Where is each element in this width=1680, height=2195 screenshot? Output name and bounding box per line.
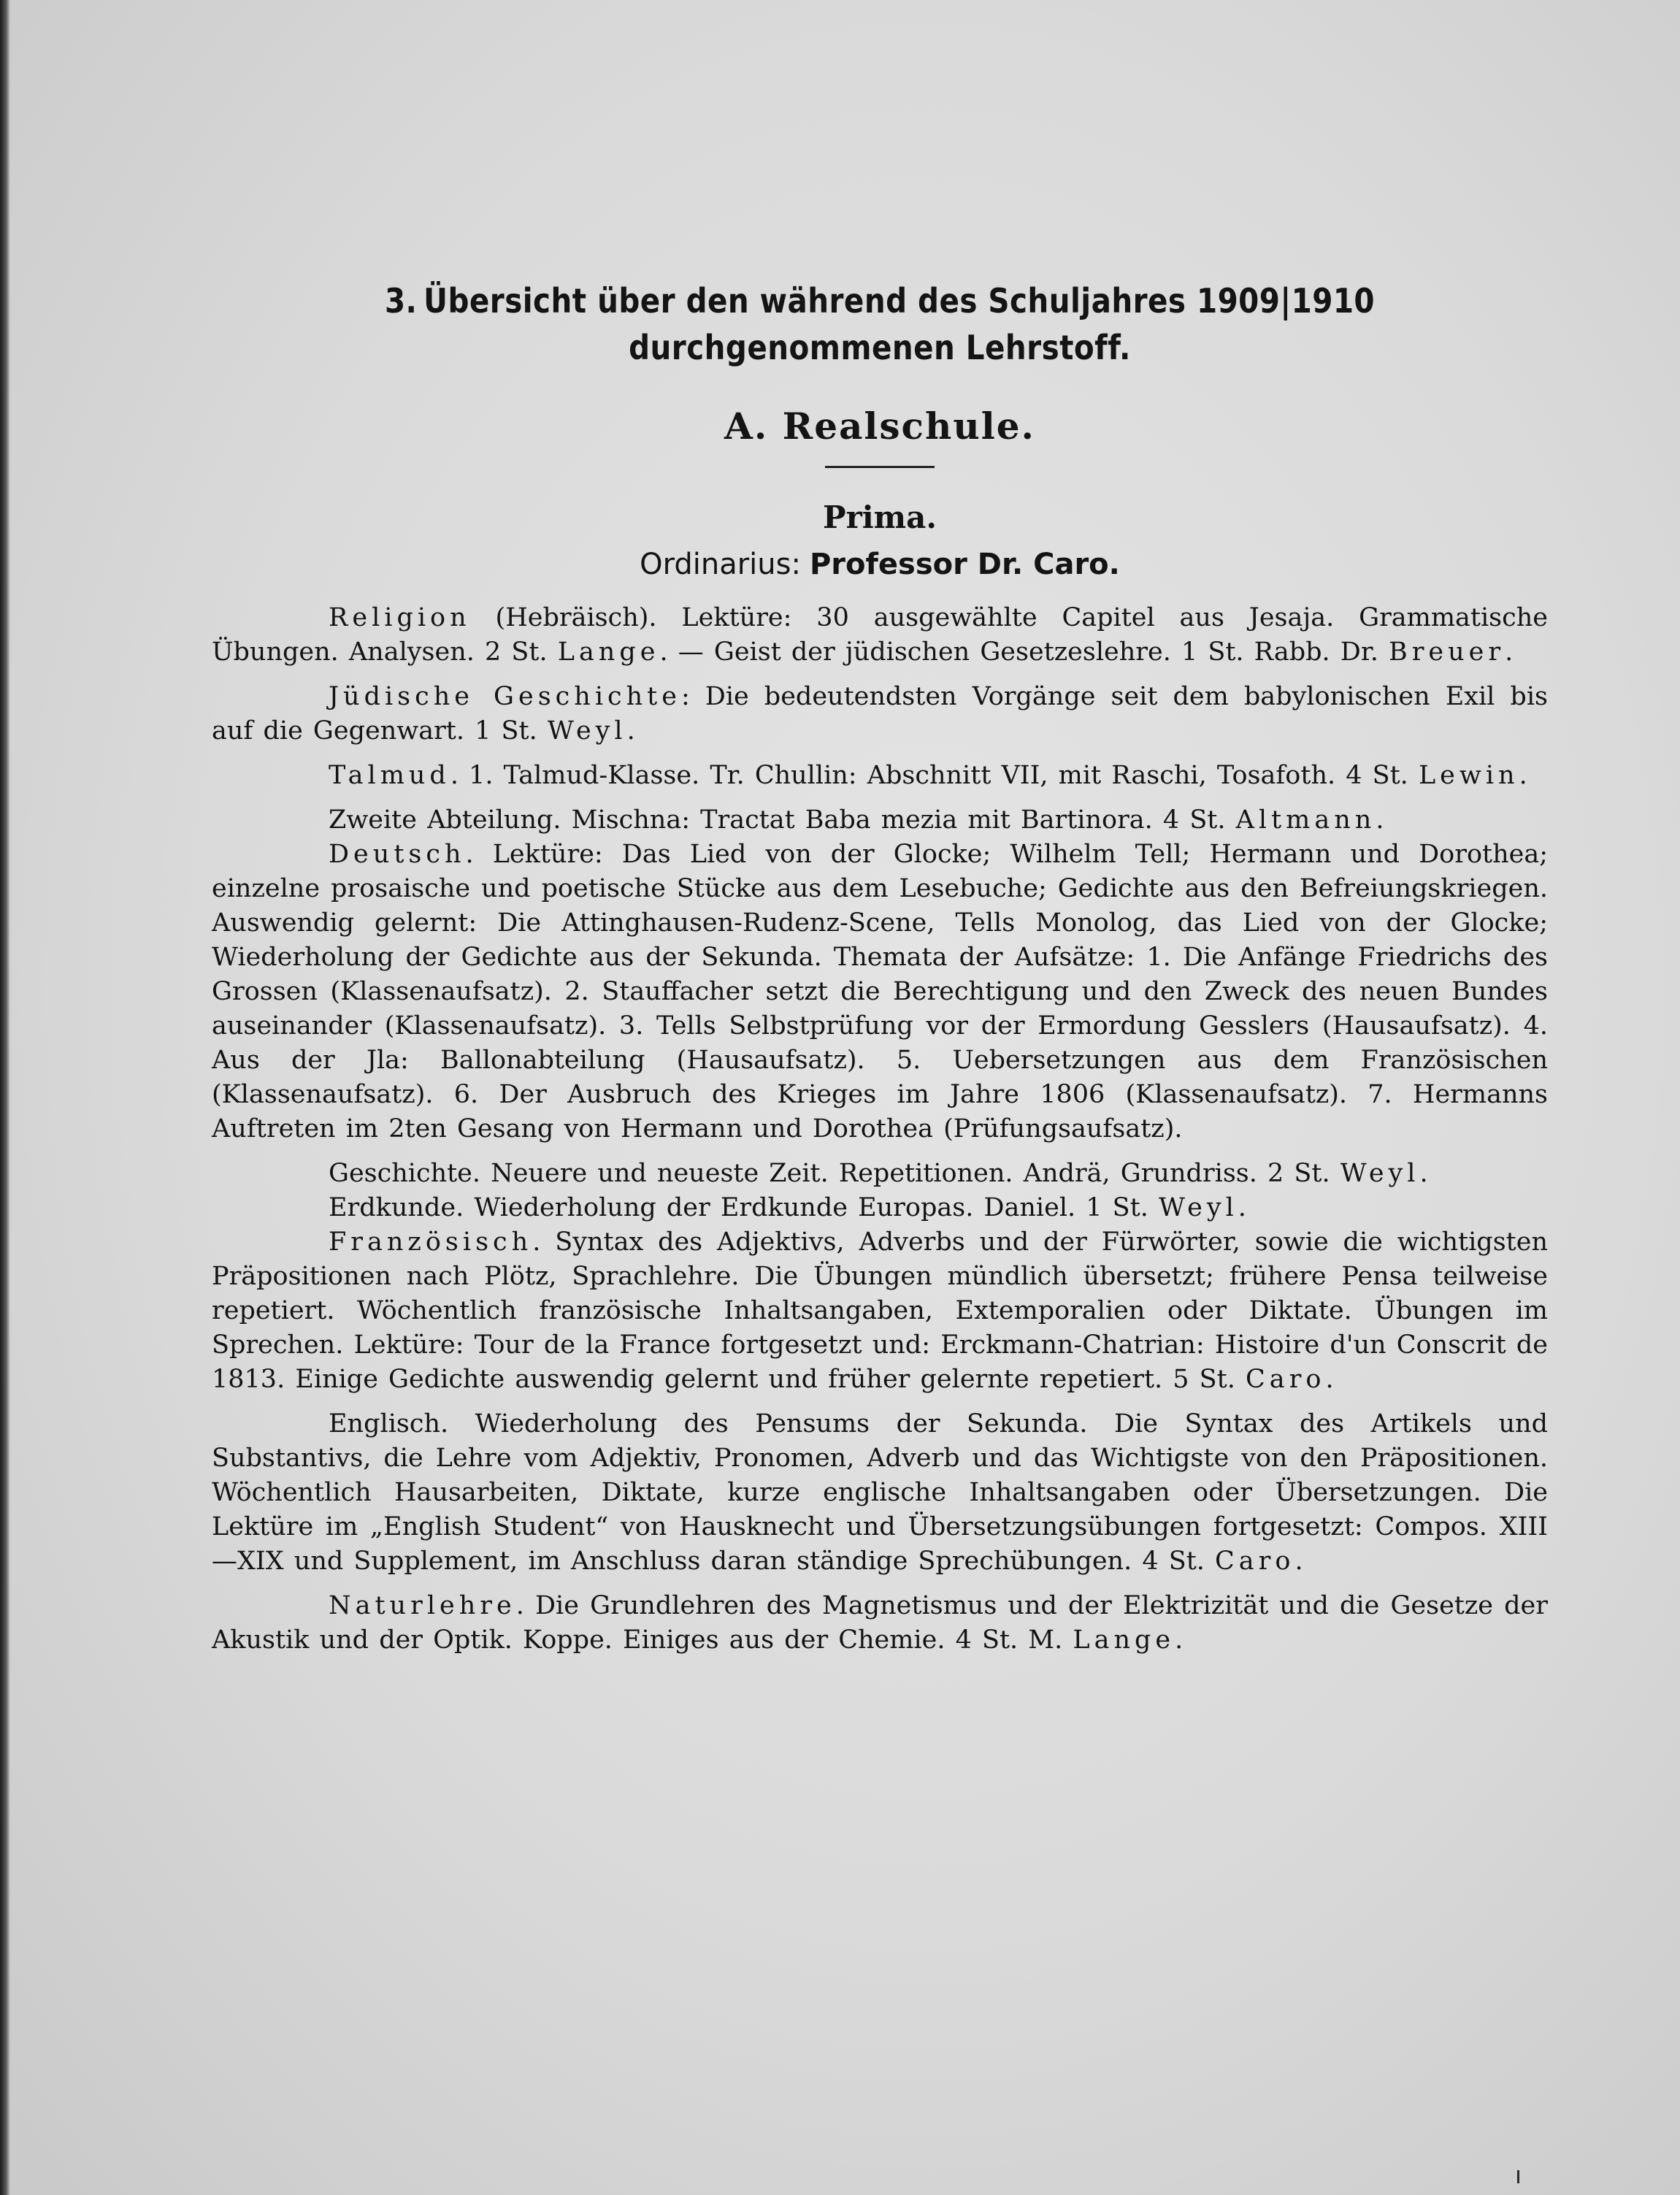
- class-title: Prima.: [823, 499, 937, 535]
- page-content: [212, 277, 1548, 1668]
- subject-text: (Hebräisch). Lektüre: 30 ausgewählte Capitel aus Jesaja. Grammatische Übungen. Analysen. 2 St.: [212, 603, 1548, 667]
- subject-text: . 1. Talmud-Klasse. Tr. Chullin: Abschnitt VII, mit Raschi, Tosafoth. 4 St.: [450, 761, 1419, 790]
- subject-text: .: [1519, 761, 1527, 790]
- subject-name: Naturlehre: [329, 1591, 516, 1620]
- subject-name: Religion: [329, 603, 471, 632]
- subject-name: Zweite Abteilung: [329, 805, 553, 835]
- ordinarius-label: Ordinarius:: [640, 548, 801, 581]
- subject-name: Geschichte: [329, 1159, 472, 1188]
- subject-name: Erdkunde: [329, 1193, 456, 1222]
- teacher-name: Weyl: [1340, 1159, 1420, 1188]
- teacher-name: Lange: [557, 637, 660, 667]
- subject-text: . — Geist der jüdischen Gesetzeslehre. 1 St. Rabb. Dr.: [659, 637, 1389, 667]
- teacher-name: Lewin: [1418, 761, 1519, 790]
- subject-name: Jüdische Geschichte: [329, 682, 681, 711]
- subject-text: .: [1419, 1159, 1428, 1188]
- subject-geschichte: [212, 1157, 1548, 1191]
- subject-text: . Lektüre: Das Lied von der Glocke; Wilhelm Tell; Hermann und Dorothea; einzelne prosaische und poetische Stücke aus dem Lesebuche; Gedichte aus den Befreiungskriegen. Auswendig gelernt: Die Attinghausen-Rudenz-Scene, Tells Monolog, das Lied von der Glocke; Wiederholung der Gedichte aus der Sekunda. Themata der Aufsätze: 1. Die Anfänge Friedrichs des Grossen (Klassenaufsatz). 2. Stauffacher setzt die Berechtigung und den Zweck des neuen Bundes auseinander (Klassenaufsatz). 3. Tells Selbstprüfung vor der Ermordung Gesslers (Hausaufsatz). 4. Aus der Jla: Ballonabteilung (Hausaufsatz). 5. Uebersetzungen aus dem Französischen (Klassenaufsatz). 6. Der Ausbruch des Krieges im Jahre 1806 (Klassenaufsatz). 7. Hermanns Auftreten im 2ten Gesang von Hermann und Dorothea (Prüfungsaufsatz).: [212, 840, 1548, 1144]
- subject-franzoesisch: [212, 1225, 1548, 1397]
- subject-text: .: [1376, 805, 1384, 835]
- heading-title: Übersicht über den während des Schuljahres 1909|1910 durchgenommenen Lehrstoff.: [423, 281, 1376, 367]
- subject-juedische-geschichte: [212, 680, 1548, 748]
- subject-text: . Mischna: Tractat Baba mezia mit Bartinora. 4 St.: [553, 805, 1236, 835]
- subject-text: .: [626, 716, 635, 746]
- subject-name: Talmud: [329, 761, 450, 790]
- ordinarius-line: [212, 544, 1548, 585]
- teacher-name: Caro: [1245, 1365, 1326, 1394]
- subject-text: .: [1294, 1547, 1303, 1576]
- subject-text: : Die bedeutendsten Vorgänge seit dem babylonischen Exil bis auf die Gegenwart. 1 St.: [212, 682, 1548, 746]
- page-edge-shadow: [0, 0, 10, 2195]
- subject-talmud: [212, 759, 1548, 793]
- teacher-name: Weyl: [1158, 1193, 1238, 1222]
- subject-text: .: [1238, 1193, 1246, 1222]
- page-heading: [292, 277, 1468, 371]
- teacher-name: Altmann: [1235, 805, 1376, 835]
- subject-name: Französisch: [329, 1227, 533, 1257]
- teacher-name: Caro: [1215, 1547, 1295, 1576]
- heading-number: 3.: [384, 281, 418, 321]
- subject-text: . Die Grundlehren des Magnetismus und der Elektrizität und die Gesetze der Akustik und der Optik. Koppe. Einiges aus der Chemie. 4 St. M.: [212, 1591, 1548, 1655]
- teacher-name: Weyl: [547, 716, 627, 746]
- subject-englisch: [212, 1407, 1548, 1579]
- section-title: A. Realschule.: [724, 405, 1035, 448]
- section-divider: [825, 466, 935, 468]
- teacher-name: Lange: [1073, 1625, 1175, 1655]
- subject-name: Englisch: [329, 1409, 440, 1439]
- subject-name: Deutsch: [329, 840, 466, 869]
- subject-text: . Wiederholung des Pensums der Sekunda. Die Syntax des Artikels und Substantivs, die Lehre vom Adjektiv, Pronomen, Adverb und das Wichtigste von den Präpositionen. Wöchentlich Hausarbeiten, Diktate, kurze englische Inhaltsangaben oder Übersetzungen. Die Lektüre im „English Student“ von Hausknecht und Übersetzungsübungen fortgesetzt: Compos. XIII—XIX und Supplement, im Anschluss daran ständige Sprechübungen. 4 St.: [212, 1409, 1548, 1576]
- subject-text: .: [1325, 1365, 1334, 1394]
- ordinarius-name: Professor Dr. Caro.: [809, 548, 1120, 581]
- scan-artifact-mark: [1517, 2170, 1519, 2183]
- teacher-name: Breuer: [1388, 637, 1506, 667]
- subject-text: . Wiederholung der Erdkunde Europas. Daniel. 1 St.: [456, 1193, 1159, 1222]
- subject-text: . Syntax des Adjektivs, Adverbs und der Fürwörter, sowie die wichtigsten Präpositionen nach Plötz, Sprachlehre. Die Übungen mündlich übersetzt; frühere Pensa teilweise repetiert. Wöchentlich französische Inhaltsangaben, Extemporalien oder Diktate. Übungen im Sprechen. Lektüre: Tour de la France fortgesetzt und: Erckmann-Chatrian: Histoire d'un Conscrit de 1813. Einige Gedichte auswendig gelernt und früher gelernte repetiert. 5 St.: [212, 1227, 1548, 1394]
- subject-religion: [212, 601, 1548, 670]
- subject-deutsch: [212, 838, 1548, 1146]
- subject-text: . Neuere und neueste Zeit. Repetitionen. Andrä, Grundriss. 2 St.: [472, 1159, 1340, 1188]
- subject-text: .: [1175, 1625, 1184, 1655]
- subject-text: .: [1505, 637, 1514, 667]
- subject-naturlehre: [212, 1589, 1548, 1658]
- subject-zweite-abteilung: [212, 803, 1548, 838]
- subject-erdkunde: [212, 1191, 1548, 1225]
